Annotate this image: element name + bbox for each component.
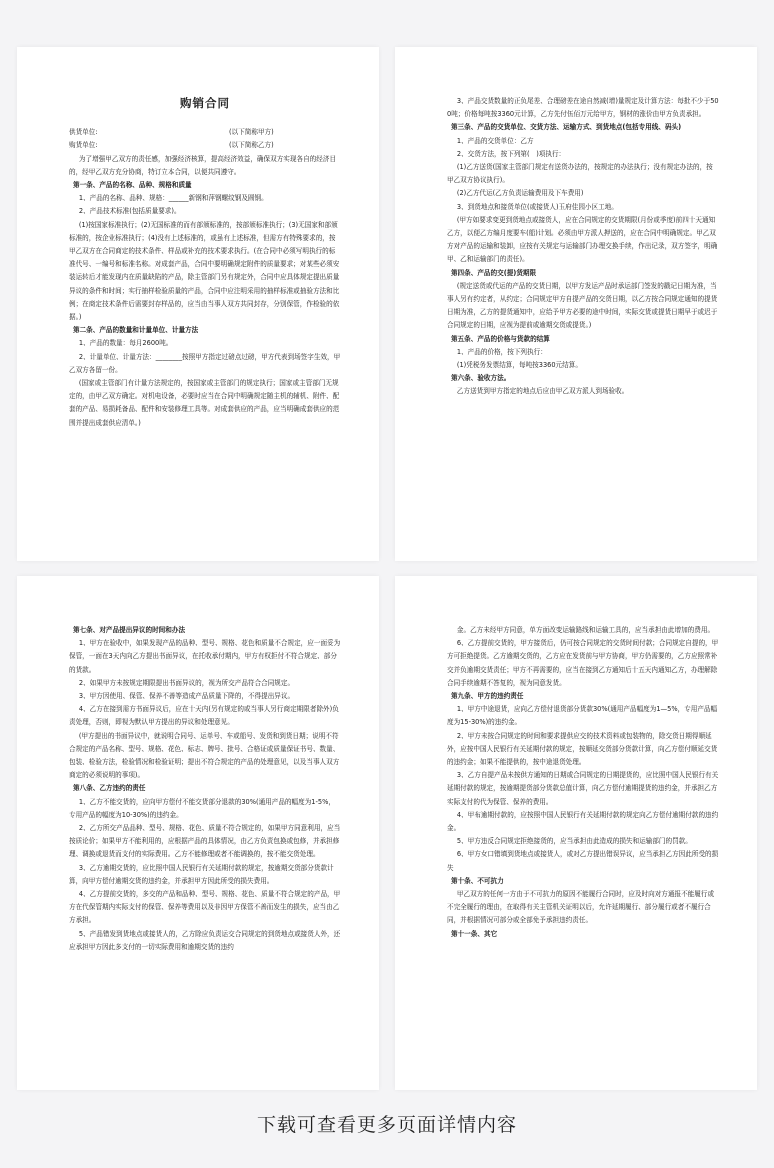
paragraph: 2、交货方法，按下列第( )项执行： [456,149,566,158]
contract-page-2 [395,47,757,561]
paragraph: 2、如果甲方未按规定期限提出书面异议的，视为所交产品符合合同规定。 [78,678,295,687]
page-3-paragraphs [69,624,341,954]
paragraph: 4、乙方提前交货的，多交的产品和品种、型号、规格、花色、质量不符合规定的产品，甲方在代保管期内实际支付的保管、保养等费用以及非因甲方保管不善而发生的损失，应当由乙方承担。 [69,890,341,925]
document-title: 购销合同 [180,96,230,110]
page-1-paragraphs [69,153,341,430]
paragraph: 4、乙方在接到需方书面异议后，应在十天内(另有规定的或当事人另行商定期限者除外)负责处理，否则，即视为默认甲方提出的异议和处理意见。 [69,705,339,727]
paragraph: (1)凭税务发票结算，每吨按3360元结算。 [456,361,582,370]
paragraph: 5、产品错发到货地点或接货人的，乙方除应负责运交合同规定的到货地点或接货人外，还应承担甲方因此多支付的一切实际费用和逾期交货的违约 [69,929,341,951]
page-4-content [447,624,719,941]
section-heading: 第五条、产品的价格与货款的结算 [450,334,550,343]
section-heading: 第一条、产品的名称、品种、规格和质量 [72,181,192,190]
paragraph: 3、到货地点和接货单位(或接货人)玉府佳园小区工地。 [456,202,618,211]
paragraph: 2、产品技术标准(包括质量要求)。 [78,207,181,216]
contract-page-4 [395,576,757,1090]
paragraph: 甲乙双方的任何一方由于不可抗力的原因不能履行合同时，应及时向对方通报不能履行或不完全履行的理由，在取得有关主管机关证明以后，允许延期履行、部分履行或者不履行合同，并根据情况可部分或全部免予承担违约责任。 [447,890,715,925]
supplier-label: 供货单位: [69,128,98,137]
paragraph: 1、产品的名称、品种、规格：______新钢和萍钢螺纹钢及圆钢。 [78,194,268,203]
paragraph: 3、乙方自提产品未按供方通知的日期或合同规定的日期提货的，应比照中国人民银行有关延期付款的规定，按逾期提货部分货款总值计算，向乙方偿付逾期提货的违约金，并承担乙方实际支付的代为保管、保养的费用。 [447,771,719,806]
page-2-paragraphs [447,95,719,399]
download-more-caption: 下载可查看更多页面详情内容 [256,1114,517,1136]
supplier-line [69,126,341,139]
section-heading: 第十条、不可抗力 [450,876,504,885]
paragraph: (1)按国家标准执行；(2)无国标准的而有部颁标准的，按部颁标准执行；(3)无国家和部颁标准的，按企业标准执行；(4)没有上述标准的，或虽有上述标准，但需方有特殊要求的，按甲乙双方在合同商定的技术条件、样品或补充的技术要求执行。(在合同中必须写明执行的标准代号、一编号和标准名称。对成套产品，合同中要明确规定附件的质量要求；对某些必须安装运转后才能发现内在质量缺陷的产品，除主管部门另有规定外，合同中应具体规定提出质量异议的条件和时间；实行抽样检验质量的产品，合同中应注明采用的抽样标准或抽验方法和比例；在商定技术条件后需要封存样品的，应当由当事人双方共同封存，分别保管，作检验的依据。) [69,220,340,322]
paragraph: 乙方送货到甲方指定的地点后应由甲乙双方派人到场验收。 [456,387,629,396]
paragraph: (2)乙方代运(乙方负责运输费用及下车费用) [456,189,584,198]
page-3-content [69,624,341,954]
paragraph: (国家或主管部门有计量方法规定的，按国家或主管部门的规定执行；国家或主管部门无规定的，由甲乙双方确定。对机电设备，必要时应当在合同中明确规定随主机的辅机、附件、配套的产品、易损耗备品、配件和安装修理工具等。对成套供应的产品，应当明确成套供应的范围并提出成套供应清单。) [69,379,340,427]
paragraph: 1、甲方中途退货，应向乙方偿付退货部分货款30%(通用产品幅度为1—5%，专用产品幅度为15-30%)的违约金。 [447,705,718,727]
paragraph: 1、乙方不能交货的，应向甲方偿付不能交货部分退款的30%(通用产品的幅度为1-5%，专用产品的幅度为10-30%)的违约金。 [69,797,335,819]
paragraph: 1、甲方在验收中，如果发现产品的品种、型号、规格、花色和质量不合规定，应一面妥为保管，一面在3天内向乙方提出书面异议，在托收承付期内，甲方有权拒付不符合规定、部分的货款。 [69,639,341,674]
paragraph: (1)乙方送货(国家主管部门规定有送货办法的，按规定的办法执行；没有规定办法的，按甲乙双方协议执行)。 [447,163,713,185]
buyer-note: (以下简称乙方) [229,141,274,150]
paragraph: 1、产品的数量：每月2600吨。 [78,339,173,348]
contract-page-1 [17,47,379,561]
contract-page-3 [17,576,379,1090]
paragraph: 2、甲方未按合同规定的时间和要求提供应交的技术资料或包装物的，除交货日期得顺延外，应按中国人民银行有关延期付款的规定，按顺延交货部分货款计算，向乙方偿付顺延交货的违约金；如果不能提供的，按中途退货处理。 [447,731,718,767]
section-heading: 第九条、甲方的违约责任 [450,692,524,701]
paragraph: 2、计量单位、计量方法：________按照甲方指定过磅点过磅，甲方代表到场签字生效，甲乙双方各留一份。 [69,352,341,374]
paragraph: 1、产品的交货单位：乙方 [456,136,534,145]
paragraph: 金。乙方未经甲方同意，单方面改变运输路线和运输工具的，应当承担由此增加的费用。 [456,626,715,634]
page-4-paragraphs [447,624,719,941]
paragraph: 6、乙方提前交货的，甲方接货后，仍可按合同规定的交货时间付款；合同规定自提的，甲方可拒绝提货。乙方逾期交货的，乙方应在发货前与甲方协商，甲方仍需要的，乙方应照常补交并负逾期交货责任；甲方不再需要的，应当在接到乙方通知后十五天内通知乙方，办理解除合同手续逾期不答复的，视为同意发货。 [447,639,719,687]
paragraph: 2、乙方所交产品品种、型号、规格、花色、质量不符合规定的，如果甲方同意利用，应当按质论价；如果甲方不能利用的，应根据产品的具体情况，由乙方负责包换或包修，并承担修理、调换或退货而支付的实际费用。乙方不能修理或者不能调换的，按不能交货处理。 [69,824,341,859]
buyer-line [69,139,341,152]
paragraph: 3、产品交货数量的正负尾差、合理磅差在途自然减(增)量规定及计算方法：每批不少于500吨；价格每吨按3360元计算，乙方先付伍佰万元给甲方，钢材的涨价由甲方负责承担。 [447,97,719,119]
section-heading: 第八条、乙方违约的责任 [72,784,146,793]
paragraph: 为了增强甲乙双方的责任感，加强经济核算，提高经济效益，确保双方实现各自的经济目的，经甲乙双方充分协商，特订立本合同，以便共同遵守。 [69,154,337,176]
paragraph: 1、产品的价格，按下列执行： [456,347,547,356]
buyer-label: 购货单位: [69,141,98,150]
paragraph: 6、甲方女口错填到货地点或接货人，或对乙方提出错误异议，应当承担乙方因此所受的损失 [447,850,719,872]
page-1-content [69,93,341,430]
paragraph: (甲方提出的书面异议中，就说明合同号、运单号、车或船号、发货和到货日期；说明不符合规定的产品名称、型号、规格、花色、标志、牌号、批号、合格证或质量保证书号、数量、包装、检验方法，检验情况和检验证明；提出不符合规定的产品的处理意见，以及当事人双方商定的必须说明的事项)。 [69,731,340,780]
supplier-note: (以下简称甲方) [229,128,274,137]
paragraph: (甲方如要求变更到货地点或接货人，应在合同规定的交货期限(月份或季度)前四十天通知乙方，以便乙方编月度要车(船)计划。必须由甲方派人押送的，应在合同中明确规定。甲乙双方对产品的运输和装卸，应按有关规定与运输部门办理交换手续，作出记录，双方签字，明确甲、乙和运输部门的责任)。 [447,215,718,264]
paragraph: 3、乙方逾期交货的，应比照中国人民银行有关延期付款的规定，按逾期交货部分货款计算，向甲方偿付逾期交货的违约金，并承担甲方因此所受的损失费用。 [69,863,334,885]
section-heading: 第十一条、其它 [450,929,498,938]
section-heading: 第二条、产品的数量和计量单位、计量方法 [72,326,199,335]
section-heading: 第四条、产品的交(提)货期限 [450,268,537,277]
paragraph: 5、甲方违反合同规定拒绝接货的，应当承担由此造成的损失和运输部门的罚款。 [456,837,692,846]
section-heading: 第七条、对产品提出异议的时间和办法 [72,626,186,634]
paragraph: 3、甲方因使用、保管、保养不善等造成产品质量下降的，不得提出异议。 [78,692,295,701]
page-2-content [447,95,719,399]
paragraph: 4、甲布逾期付款的，应按照中国人民银行有关延期付款的规定向乙方偿付逾期付款的违约金。 [447,810,719,833]
section-heading: 第六条、验收方法。 [450,374,511,383]
paragraph: (规定送货或代运的产品的交货日期，以甲方发运产品时承运部门签发的戳记日期为准，当事人另有约定者，从约定；合同规定甲方自提产品的交货日期，以乙方按合同规定通知的提货日期为准，乙方的提货通知中，应给予甲方必要的途中时间，实际交货或提货日期早于或迟于合同规定的日期，应视为提前或逾期交货或提货。) [447,281,718,330]
section-heading: 第三条、产品的交货单位、交货方法、运输方式、到货地点(包括专用线、码头) [450,123,682,132]
